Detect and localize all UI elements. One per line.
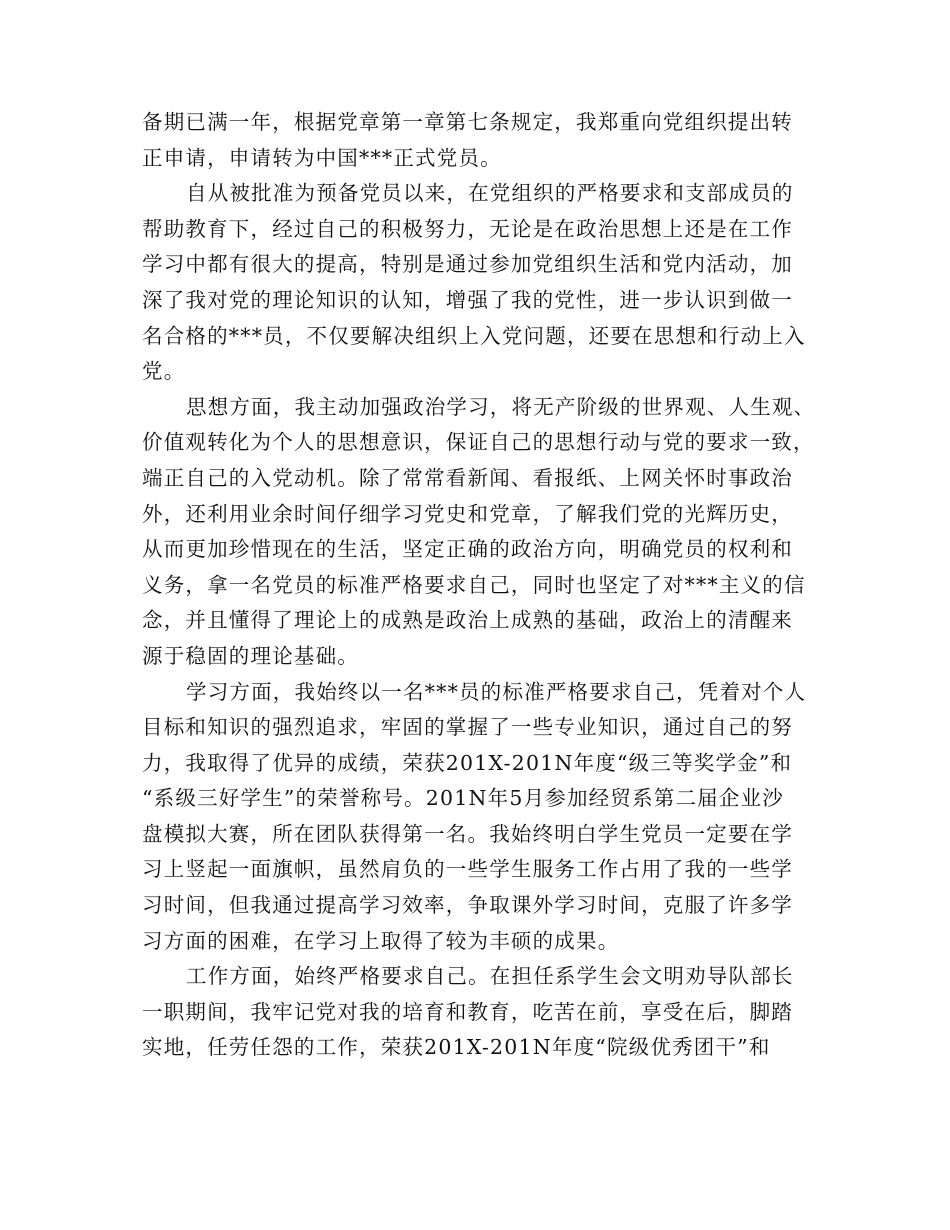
text-line: 力，我取得了优异的成绩，荣获201X-201N年度“级三等奖学金”和 — [142, 750, 793, 775]
paragraph-first-line: 工作方面，始终严格要求自己。在担任系学生会文明劝导队部长 — [186, 964, 794, 989]
text-line: 实地，任劳任怨的工作，荣获201X-201N年度“院级优秀团干”和 — [142, 1035, 771, 1060]
text-line: 源于稳固的理论基础。 — [142, 643, 359, 668]
paragraph-first-line: 学习方面，我始终以一名***员的标准严格要求自己，凭着对个人 — [186, 679, 807, 704]
text-line: 念，并且懂得了理论上的成熟是政治上成熟的基础，政治上的清醒来 — [142, 608, 793, 633]
text-line: 习方面的困难，在学习上取得了较为丰硕的成果。 — [142, 928, 620, 953]
text-line: 外，还利用业余时间仔细学习党史和党章，了解我们党的光辉历史， — [142, 501, 793, 526]
text-line: 习上竖起一面旗帜，虽然肩负的一些学生服务工作占用了我的一些学 — [142, 857, 793, 882]
text-line: 盘模拟大赛，所在团队获得第一名。我始终明白学生党员一定要在学 — [142, 821, 793, 846]
text-line: 从而更加珍惜现在的生活，坚定正确的政治方向，明确党员的权利和 — [142, 537, 793, 562]
text-line: 备期已满一年，根据党章第一章第七条规定，我郑重向党组织提出转 — [142, 110, 793, 134]
paragraph-first-line: 思想方面，我主动加强政治学习，将无产阶级的世界观、人生观、 — [186, 394, 816, 419]
text-line: 端正自己的入党动机。除了常常看新闻、看报纸、上网关怀时事政治 — [142, 465, 793, 490]
text-line: 目标和知识的强烈追求，牢固的掌握了一些专业知识，通过自己的努 — [142, 715, 793, 740]
paragraph-first-line: 自从被批准为预备党员以来，在党组织的严格要求和支部成员的 — [186, 181, 794, 206]
text-line: 名合格的***员，不仅要解决组织上入党问题，还要在思想和行动上入 — [142, 323, 806, 348]
text-line: 正申请，申请转为中国***正式党员。 — [142, 145, 502, 170]
text-line: 学习中都有很大的提高，特别是通过参加党组织生活和党内活动，加 — [142, 252, 793, 277]
text-line: 深了我对党的理论知识的认知，增强了我的党性，进一步认识到做一 — [142, 287, 793, 312]
text-line: 习时间，但我通过提高学习效率，争取课外学习时间，克服了许多学 — [142, 893, 793, 918]
text-line: 党。 — [142, 359, 186, 384]
text-line: 帮助教育下，经过自己的积极努力，无论是在政治思想上还是在工作 — [142, 216, 793, 241]
text-line: 义务，拿一名党员的标准严格要求自己，同时也坚定了对***主义的信 — [142, 572, 806, 597]
text-line: “系级三好学生”的荣誉称号。201N年5月参加经贸系第二届企业沙 — [142, 786, 784, 811]
text-line: 一职期间，我牢记党对我的培育和教育，吃苦在前，享受在后，脚踏 — [142, 999, 793, 1024]
document-body — [142, 105, 816, 1066]
text-line: 价值观转化为个人的思想意识，保证自己的思想行动与党的要求一致， — [142, 430, 815, 455]
